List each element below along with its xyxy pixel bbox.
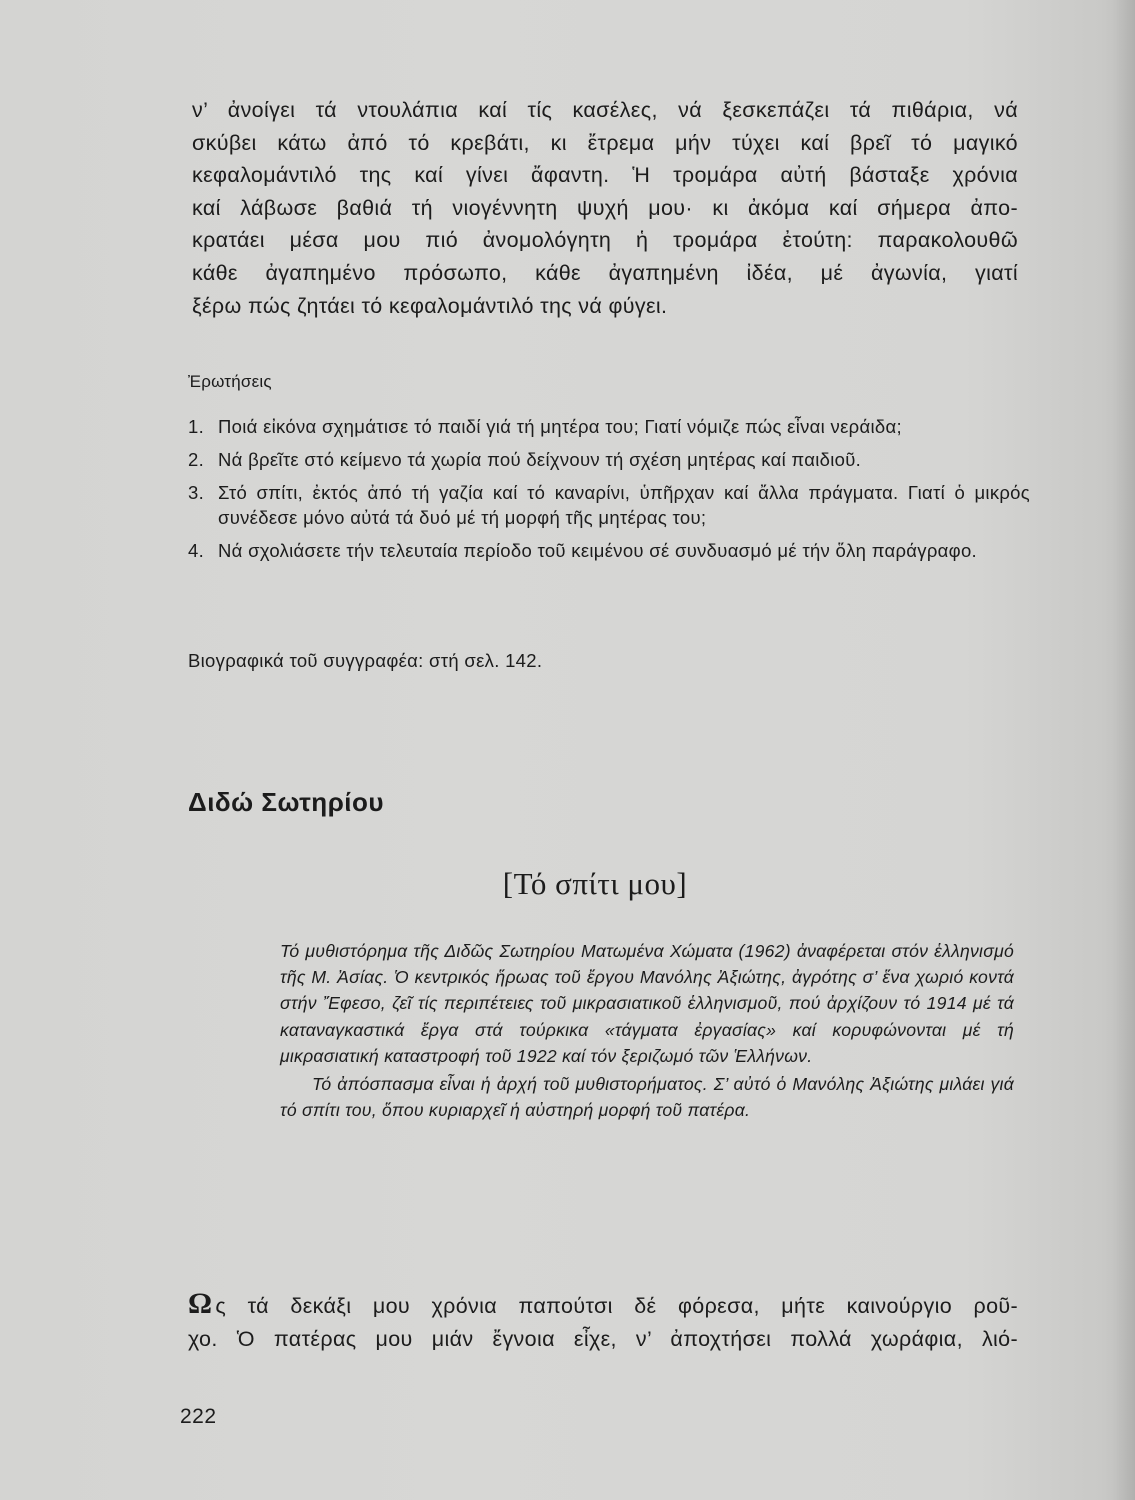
text-line: χο. Ὁ πατέρας μου μιάν ἔγνοια εἶχε, ν’ ἀποχτήσει πολλά χωράφια, λιό- bbox=[188, 1326, 1018, 1351]
question-number: 4. bbox=[188, 540, 205, 561]
introductory-note bbox=[280, 938, 1014, 1123]
note-paragraph: Τό μυθιστόρημα τῆς Διδῶς Σωτηρίου Ματωμένα Χώματα (1962) ἀναφέρεται στόν ἑλληνισμό τῆς Μ. Ἀσίας. Ὁ κεντρικός ἥρωας τοῦ ἔργου Μανόλης Ἀξιώτης, ἀγρότης σ’ ἕνα χωριό κοντά στήν Ἔφεσο, ζεῖ τίς περιπέτειες τοῦ μικρασιατικοῦ ἑλληνισμοῦ, πού ἀρχίζουν τό 1914 μέ τά καταναγκαστικά ἔργα στά τούρκικα «τάγματα ἐργασίας» καί κορυφώνονται μέ τή μικρασιατική καταστροφή τοῦ 1922 καί τόν ξεριζωμό τῶν Ἑλλήνων. bbox=[280, 941, 1014, 1066]
text-line: καί λάβωσε βαθιά τή νιογέννητη ψυχή μου· κι ἀκόμα καί σήμερα ἀπο- bbox=[192, 195, 1018, 220]
page-edge-shadow bbox=[1113, 0, 1135, 1500]
text-line: ξέρω πώς ζητάει τό κεφαλομάντιλό της νά φύγει. bbox=[192, 293, 668, 318]
question-text: Ποιά εἰκόνα σχημάτισε τό παιδί γιά τή μητέρα του; Γιατί νόμιζε πώς εἶναι νεράιδα; bbox=[218, 416, 902, 437]
author-heading: Διδώ Σωτηρίου bbox=[188, 787, 385, 817]
question-text: Νά βρεῖτε στό κείμενο τά χωρία πού δείχνουν τή σχέση μητέρας καί παιδιοῦ. bbox=[218, 449, 862, 470]
drop-cap: Ω bbox=[188, 1287, 213, 1320]
text-line: σκύβει κάτω ἀπό τό κρεβάτι, κι ἔτρεμα μήν τύχει καί βρεῖ τό μαγικό bbox=[192, 130, 1018, 155]
piece-title: [Τό σπίτι μου] bbox=[502, 866, 688, 901]
questions-heading: Ἐρωτήσεις bbox=[188, 372, 272, 391]
question-item bbox=[188, 447, 1030, 472]
text-line: κρατάει μέσα μου πιό ἀνομολόγητη ἡ τρομάρα ἐτούτη: παρακολουθῶ bbox=[192, 228, 1018, 253]
text-line bbox=[188, 1287, 1018, 1323]
questions-list bbox=[188, 414, 1030, 571]
text-line: κάθε ἀγαπημένο πρόσωπο, κάθε ἀγαπημένη ἰδέα, μέ ἀγωνία, γιατί bbox=[192, 260, 1018, 285]
question-text: Νά σχολιάσετε τήν τελευταία περίοδο τοῦ κειμένου σέ συνδυασμό μέ τήν ὅλη παράγραφο. bbox=[218, 540, 978, 561]
question-number: 3. bbox=[188, 482, 205, 503]
text-line-rest: ς τά δεκάξι μου χρόνια παπούτσι δέ φόρεσα, μήτε καινούργιο ροῦ- bbox=[215, 1294, 1018, 1318]
author-bio-reference: Βιογραφικά τοῦ συγγραφέα: στή σελ. 142. bbox=[188, 650, 543, 671]
text-line: ν’ ἀνοίγει τά ντουλάπια καί τίς κασέλες, νά ξεσκεπάζει τά πιθάρια, νά bbox=[192, 98, 1018, 122]
question-text: Στό σπίτι, ἐκτός ἀπό τή γαζία καί τό καναρίνι, ὑπῆρχαν καί ἄλλα πράγματα. Γιατί ὁ μικρός συνέδεσε μόνο αὐτά τά δυό μέ τή μορφή τῆς μητέρας του; bbox=[218, 482, 1030, 528]
question-item bbox=[188, 414, 1030, 439]
question-item bbox=[188, 480, 1030, 530]
main-text bbox=[188, 1287, 1018, 1355]
question-number: 1. bbox=[188, 416, 205, 437]
question-item bbox=[188, 538, 1030, 563]
text-line: κεφαλομάντιλό της καί γίνει ἄφαντη. Ἡ τρομάρα αὐτή βάσταξε χρόνια bbox=[192, 163, 1018, 188]
page-number: 222 bbox=[180, 1405, 217, 1428]
note-paragraph: Τό ἀπόσπασμα εἶναι ἡ ἀρχή τοῦ μυθιστορήματος. Σ’ αὐτό ὁ Μανόλης Ἀξιώτης μιλάει γιά τό σπίτι του, ὅπου κυριαρχεῖ ἡ αὐστηρή μορφή τοῦ πατέρα. bbox=[280, 1074, 1014, 1121]
intro-paragraph bbox=[192, 94, 1018, 322]
question-number: 2. bbox=[188, 449, 205, 470]
